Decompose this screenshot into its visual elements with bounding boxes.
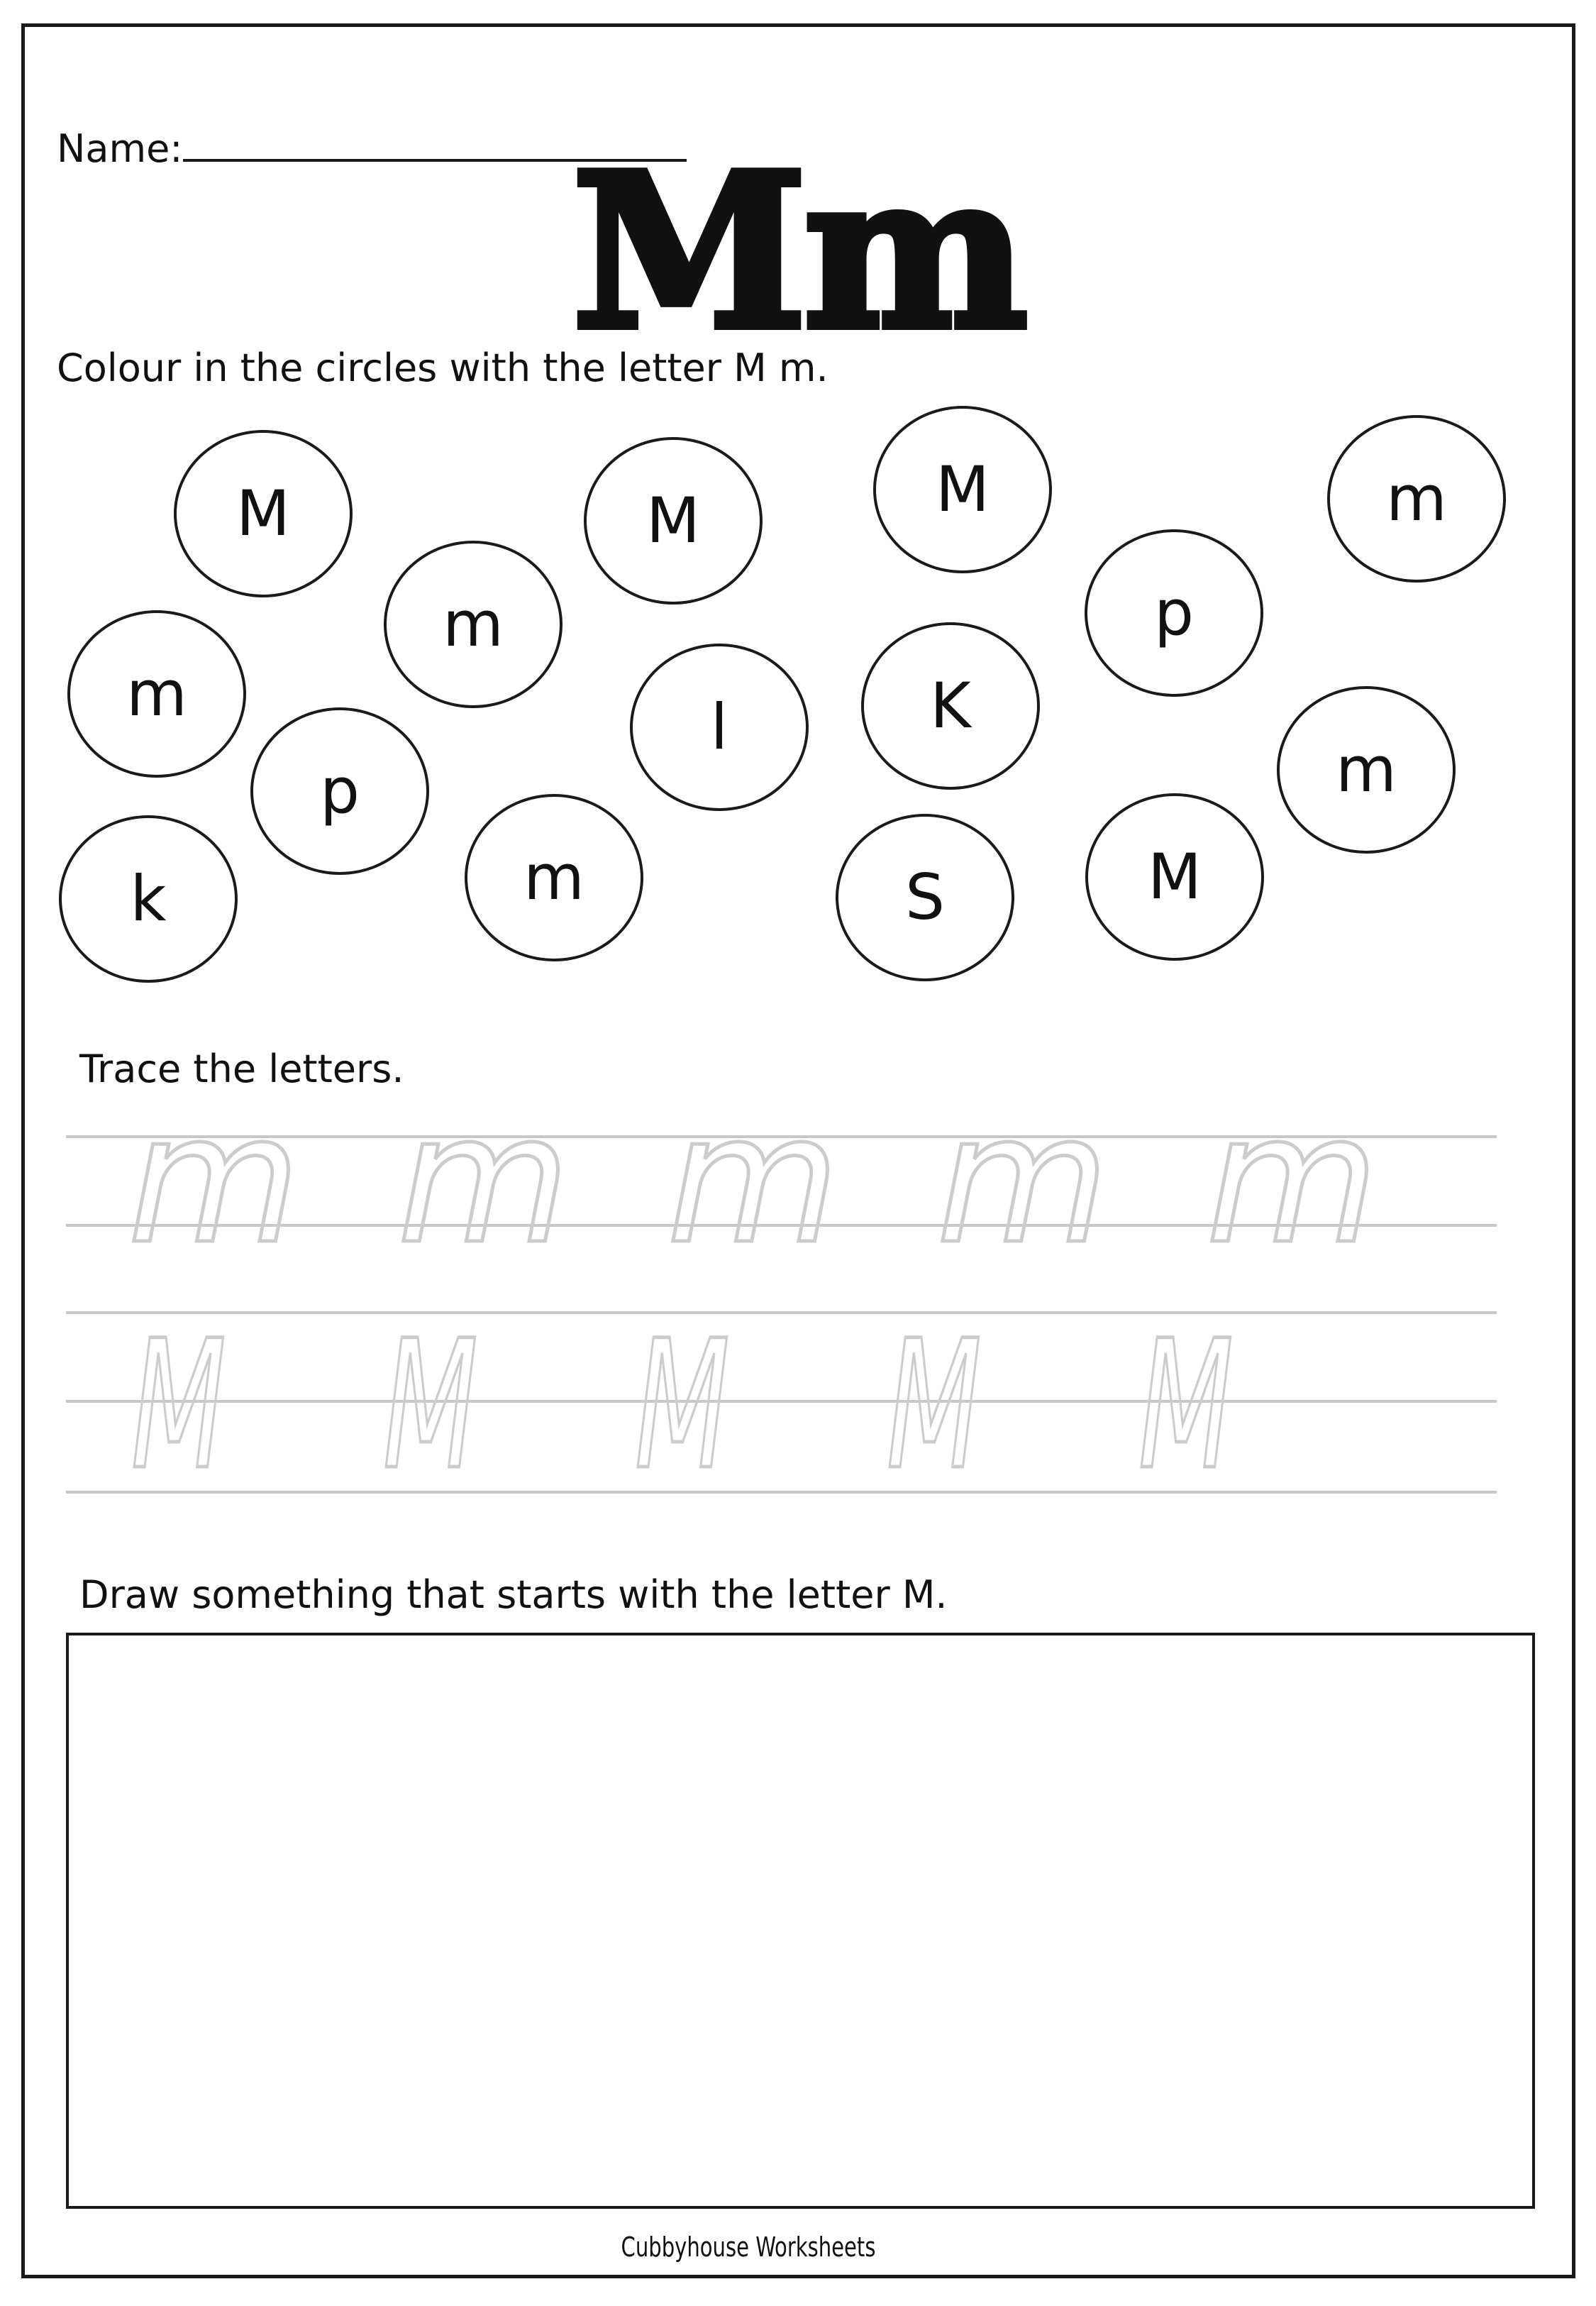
letter-circle[interactable]: M: [174, 430, 353, 597]
footer-credit: Cubbyhouse Worksheets: [621, 2231, 876, 2263]
guide-line-top-row2: [66, 1311, 1497, 1314]
trace-letter[interactable]: M: [1138, 1302, 1234, 1508]
trace-letter[interactable]: M: [635, 1302, 730, 1508]
trace-letter[interactable]: M: [131, 1302, 226, 1508]
letter-circle[interactable]: m: [1327, 415, 1506, 583]
letter-circle[interactable]: m: [1277, 686, 1456, 854]
trace-instruction: Trace the letters.: [79, 1047, 404, 1091]
guide-line-mid-row2: [66, 1400, 1497, 1403]
trace-letter[interactable]: m: [397, 1076, 570, 1283]
letter-circle[interactable]: S: [836, 814, 1014, 981]
letter-circle[interactable]: M: [1085, 793, 1264, 961]
letter-circle[interactable]: m: [67, 610, 246, 778]
trace-letter[interactable]: m: [667, 1076, 840, 1283]
letter-circle[interactable]: p: [250, 707, 429, 875]
page-title: Mm: [572, 126, 1024, 377]
colour-instruction: Colour in the circles with the letter M m.: [57, 346, 829, 390]
trace-letter[interactable]: M: [887, 1302, 982, 1508]
letter-circle[interactable]: K: [861, 622, 1040, 790]
letter-circle[interactable]: p: [1085, 529, 1263, 697]
letter-circle[interactable]: m: [384, 541, 563, 708]
trace-letter[interactable]: M: [383, 1302, 478, 1508]
letter-circle[interactable]: k: [59, 815, 238, 983]
draw-instruction: Draw something that starts with the letter M.: [79, 1572, 948, 1617]
trace-letter[interactable]: m: [936, 1076, 1109, 1283]
letter-circle[interactable]: M: [873, 406, 1052, 573]
letter-circle[interactable]: M: [584, 437, 763, 605]
name-label: Name:: [57, 126, 183, 171]
trace-letter[interactable]: m: [128, 1076, 301, 1283]
drawing-area[interactable]: [66, 1633, 1535, 2209]
guide-line-base-row2: [66, 1491, 1497, 1494]
trace-letter[interactable]: m: [1206, 1076, 1379, 1283]
letter-circle[interactable]: m: [465, 794, 643, 961]
letter-circle[interactable]: l: [630, 644, 809, 811]
